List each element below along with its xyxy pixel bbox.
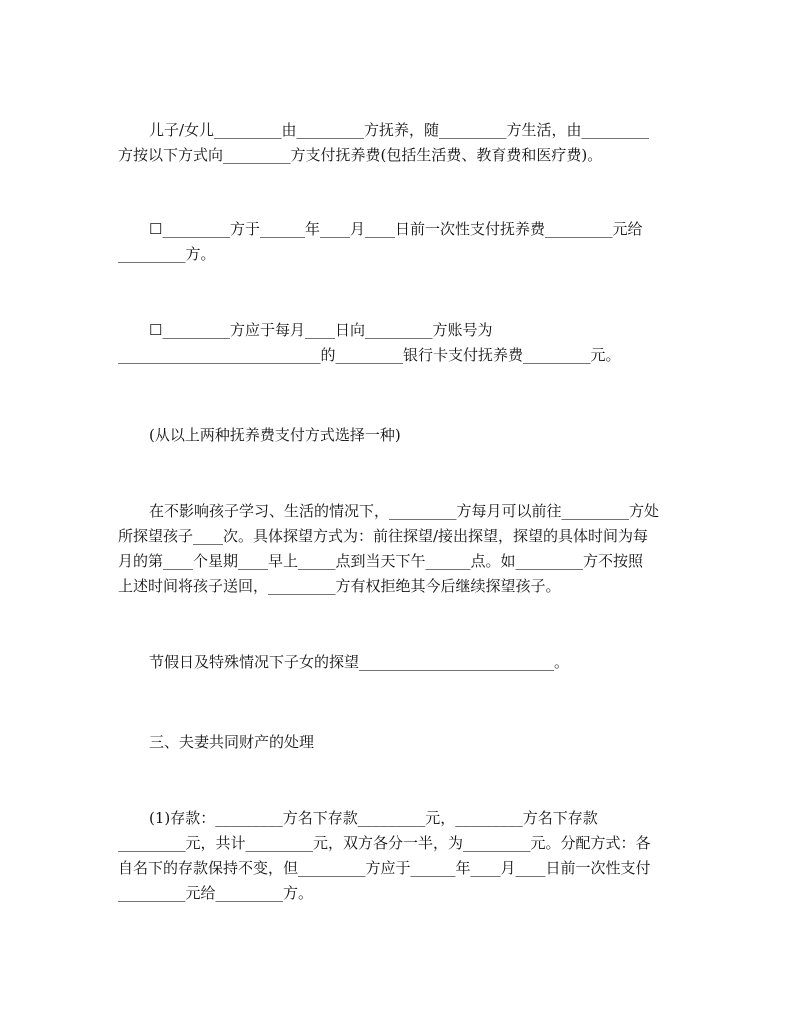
text-line: 上述时间将孩子送回，_________方有权拒绝其今后继续探望孩子。 [118, 577, 561, 595]
text-line: _________方。 [118, 245, 216, 263]
text-line: 在不影响孩子学习、生活的情况下，_________方每月可以前往_________方处 [149, 502, 660, 520]
text-line: (1)存款：_________方名下存款_________元，_________方名下存款 [149, 809, 598, 827]
text-line: _________元，共计_________元，双方各分一半，为_________元。分配方式：各 [118, 834, 651, 852]
paragraph-option-monthly [118, 318, 678, 368]
paragraph-deposits [118, 806, 678, 906]
text-line: _________元给_________方。 [118, 884, 314, 902]
text-line: 儿子/女儿_________由_________方抚养，随_________方生活，由_________ [149, 121, 650, 139]
heading-text: 三、夫妻共同财产的处理 [149, 733, 315, 751]
text-line: ☐_________方于______年____月____日前一次性支付抚养费_________元给 [149, 220, 643, 238]
text-line: ☐_________方应于每月____日向_________方账号为 [149, 321, 493, 339]
text-line: ___________________________的_________银行卡支付抚养费_________元。 [118, 346, 621, 364]
section-three-heading [118, 730, 678, 755]
paragraph-choose-one-note [118, 423, 678, 448]
paragraph-option-lump-sum [118, 217, 678, 267]
paragraph-visitation [118, 499, 678, 599]
text-line: 方按以下方式向_________方支付抚养费(包括生活费、教育费和医疗费)。 [118, 146, 603, 164]
text-line: 所探望孩子____次。具体探望方式为：前往探望/接出探望，探望的具体时间为每 [118, 527, 649, 545]
paragraph-child-custody [118, 118, 678, 168]
text-line: 自名下的存款保持不变，但_________方应于______年____月____日前一次性支付 [118, 859, 651, 877]
paragraph-holiday-visitation [118, 650, 678, 675]
text-line: 月的第____个星期____早上_____点到当天下午______点。如_________方不按照 [118, 552, 644, 570]
text-line: (从以上两种抚养费支付方式选择一种) [149, 426, 401, 444]
text-line: 节假日及特殊情况下子女的探望__________________________。 [149, 653, 570, 671]
